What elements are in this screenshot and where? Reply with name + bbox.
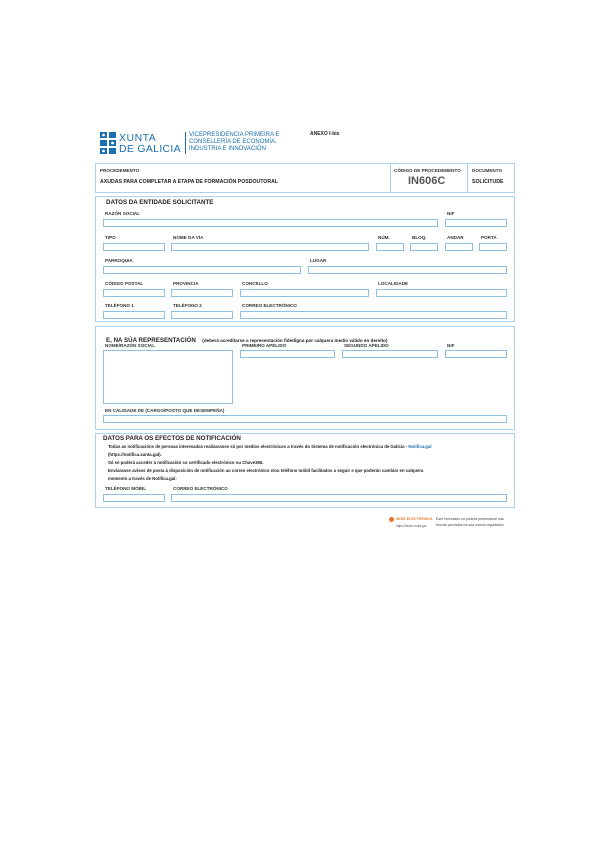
notification-line1 xyxy=(108,444,432,449)
parroquia-field[interactable] xyxy=(103,266,301,274)
logo-line2: DE GALICIA xyxy=(119,143,181,155)
annex-label: ANEXO I-bis xyxy=(310,131,340,137)
primeiro-apelido-label: PRIMEIRO APELIDO xyxy=(242,343,287,348)
sede-label: SEDE ELECTRÓNICA xyxy=(396,517,433,521)
notification-line5: momento a través de Notifica.gal: xyxy=(108,476,177,481)
razon-social-field[interactable] xyxy=(103,219,438,227)
logo-divider xyxy=(185,132,186,154)
document-value: SOLICITUDE xyxy=(472,179,504,185)
localidade-field[interactable] xyxy=(376,289,507,297)
notification-title: DATOS PARA OS EFECTOS DE NOTIFICACIÓN xyxy=(103,435,241,442)
sede-logo-icon xyxy=(389,517,394,522)
telefono1-field[interactable] xyxy=(103,311,165,319)
calidade-label: EN CALIDADE DE (CARGO/POSTO QUE DESEMPEÑA) xyxy=(105,408,225,413)
dept-line1: VICEPRESIDENCIA PRIMEIRA E xyxy=(189,132,280,138)
nif-label: NIF xyxy=(447,211,455,216)
calidade-field[interactable] xyxy=(103,415,507,423)
rep-nif-field[interactable] xyxy=(445,350,507,358)
dept-line2: CONSELLERÍA DE ECONOMÍA, xyxy=(189,139,277,146)
concello-label: CONCELLO xyxy=(242,281,268,286)
notif-correo-field[interactable] xyxy=(171,494,507,502)
sede-electronica[interactable] xyxy=(389,516,437,530)
procedure-code-label: CÓDIGO DE PROCEDEMENTO xyxy=(394,168,461,173)
nomerazon-field[interactable] xyxy=(103,350,233,404)
dept-line3: INDUSTRIA E INNOVACIÓN xyxy=(189,146,266,153)
sede-url: https://sede.xunta.gal xyxy=(396,524,427,528)
footer-note-line1: Este formulario só poderá presentarse nas xyxy=(436,517,504,521)
notification-line1-text: Todas as notificacións de persoas interesadas realizaranse só por medios electrónicos a través do Sistema de notificación electrónica de Galicia - xyxy=(108,444,408,449)
notif-correo-label: CORREO ELECTRÓNICO xyxy=(173,486,228,491)
segundo-apelido-label: SEGUNDO APELIDO xyxy=(344,343,389,348)
representation-subtitle: (deberá acreditarse a representación fidedigna por calquera medio válido en dereito) xyxy=(202,338,388,343)
parroquia-label: PARROQUIA xyxy=(105,258,133,263)
tipo-field[interactable] xyxy=(103,243,165,251)
telefono-mobil-label: TELÉFONO MÓBIL xyxy=(105,486,147,491)
provincia-field[interactable] xyxy=(171,289,233,297)
entity-section-title: DATOS DA ENTIDADE SOLICITANTE xyxy=(106,199,214,206)
lugar-field[interactable] xyxy=(308,266,507,274)
nome-via-field[interactable] xyxy=(171,243,369,251)
telefono-mobil-field[interactable] xyxy=(103,494,165,502)
nome-via-label: NOME DA VÍA xyxy=(173,235,204,240)
xunta-logo xyxy=(100,131,185,155)
notification-line2: (https://notifica.xunta.gal). xyxy=(108,452,162,457)
galicia-emblem-icon xyxy=(100,132,116,154)
bloq-field[interactable] xyxy=(410,243,438,251)
concello-field[interactable] xyxy=(240,289,369,297)
lugar-label: LUGAR xyxy=(310,258,327,263)
notifica-link[interactable]: Notifica.gal xyxy=(408,444,432,449)
procedure-code-value: IN606C xyxy=(408,175,446,187)
localidade-label: LOCALIDADE xyxy=(378,281,409,286)
provincia-label: PROVINCIA xyxy=(173,281,199,286)
bloq-label: BLOQ. xyxy=(412,235,427,240)
department-name xyxy=(189,132,279,154)
nif-field[interactable] xyxy=(445,219,507,227)
procedure-label: PROCEDEMENTO xyxy=(100,168,140,173)
representation-title: E, NA SÚA REPRESENTACIÓN xyxy=(106,337,196,344)
razon-social-label: RAZÓN SOCIAL xyxy=(105,211,140,216)
procedure-divider-2 xyxy=(467,163,468,193)
num-field[interactable] xyxy=(376,243,404,251)
rep-nif-label: NIF xyxy=(447,343,455,348)
telefono1-label: TELÉFONO 1 xyxy=(105,303,134,308)
footer-note-line2: formas previstas na súa norma reguladora xyxy=(436,522,504,527)
notification-line3: Só se poderá acceder á notificación co certificado electrónico ou Chave365. xyxy=(108,460,264,465)
procedure-divider-1 xyxy=(390,163,391,193)
notification-line4: Enviaranse avisos de posta á disposición de notificación ao correo electrónico e/ou teléfono móbil facilitados a seguir e que poderán cambiar en calquera xyxy=(108,468,424,473)
correo-label: CORREO ELECTRÓNICO xyxy=(242,303,297,308)
codigo-postal-label: CÓDIGO POSTAL xyxy=(105,281,144,286)
document-label: DOCUMENTO xyxy=(472,168,503,173)
footer-note xyxy=(436,517,504,528)
primeiro-apelido-field[interactable] xyxy=(240,350,335,358)
tipo-label: TIPO xyxy=(105,235,116,240)
logo-line1: XUNTA xyxy=(119,132,157,144)
andar-label: ANDAR xyxy=(447,235,464,240)
segundo-apelido-field[interactable] xyxy=(342,350,438,358)
num-label: NÚM. xyxy=(378,235,390,240)
procedure-value: AXUDAS PARA COMPLETAR A ETAPA DE FORMACIÓN POSDOUTORAL xyxy=(100,179,279,185)
porta-field[interactable] xyxy=(479,243,507,251)
correo-field[interactable] xyxy=(240,311,507,319)
telefono2-field[interactable] xyxy=(171,311,233,319)
nomerazon-label: NOME/RAZÓN SOCIAL xyxy=(105,343,156,348)
telefono2-label: TELÉFONO 2 xyxy=(173,303,202,308)
codigo-postal-field[interactable] xyxy=(103,289,165,297)
andar-field[interactable] xyxy=(445,243,473,251)
porta-label: PORTA xyxy=(481,235,497,240)
